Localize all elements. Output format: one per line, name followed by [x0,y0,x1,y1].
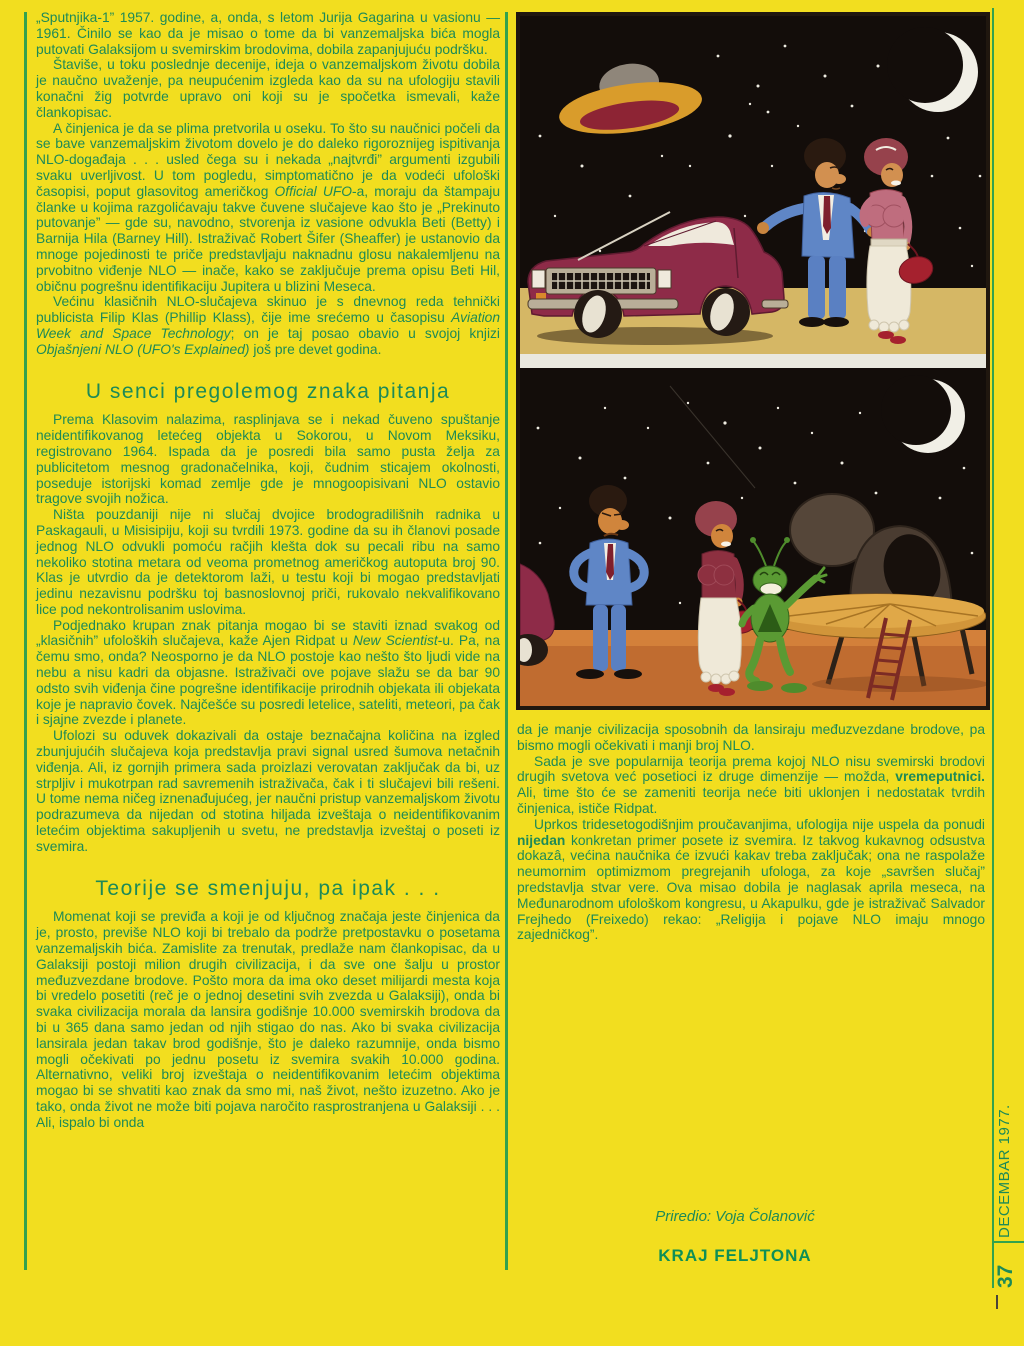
illustration-couple-alien-saucer [520,368,986,706]
left-column-rule [24,12,27,1270]
end-of-feature-mark: KRAJ FELJTONA [658,1246,812,1265]
paragraph: Sada je sve popularnija teorija prema kojoj NLO nisu svemirski brodovi drugih svetova već posetioci iz druge dimenzije — možda, vremeputnici. Ali, time što će se zameniti teorija neće biti uklonjen i nedostatak tvrdih činjenica, ističe Ridpat. [517,753,985,816]
paragraph: Ništa pouzdaniji nije ni slučaj dvojice brodogradilišnih radnika u Paskagauli, u Misisipiju, koji su tvrdili 1973. godine da su ih članovi posade jednog NLO odvukli pomoću račjih klešta dok su pecali ribu na samo nekoliko stotina metara od veoma prometnog američkog autoputa broj 90. Klas je utvrdio da je detektorom laži, u testu koji bi mogao predstavljati jedinu nezavisnu podršku toj basnoslovnoj priči, rukovalo nekvalifikovano lice pod nekontrolisanim uslovima. [36,507,500,617]
paragraph: Momenat koji se previđa a koji je od ključnog značaja jeste činjenica da je, prosto, previše NLO koji bi trebalo da podrže pretpostavku o posetama vanzemaljskih bića. Zamislite za trenutak, predlaže nam člankopisac, da u Galaksiji postoji milion drugih civilizacija, i da sve one šalju u prostor međuzvezdane brodove. Pošto mora da ima oko deset milijardi mesta koja bi vredelo posetiti (reč je o jednoj desetini svih zvezda u Galaksiji), onda bi svaka civilizacija morala da lansira godišnje 10.000 svemirskih brodova da bi u 365 dana samo jedan od njih stigao do nas. Ako bi svaka civilizacija lansirala jedan takav brod godišnje, što je daleko razumnije, onda bismo mogli očekivati po jednu posetu iz svemira svakih 10.000 godina. Alternativno, veliki broj izveštaja o neidentifikovanim letećim objektima mogao bi se shvatiti kao znak da smo mi, naš život, nešto izuzetno. Ako je tako, onda život ne može biti pojava naročito rasprostranjena u Galaksiji . . . Ali, ispalo bi onda [36,909,500,1130]
right-margin-rule [992,8,994,1288]
right-text-column [517,722,985,943]
paragraph: Štaviše, u toku poslednje decenije, ideja o vanzemaljskom životu dobila je naučno uvaženje, pa neupućenim izgleda kao da su na ufologiju stavili konačni žig potvrde upravo oni koji su je spočetka ismevali, kaže člankopisac. [36,57,500,120]
paragraph: Podjednako krupan znak pitanja mogao bi se staviti iznad svakog od „klasičnih” ufoloških slučajeva, kaže Ajen Ridpat u New Scientist-u. Pa, na čemu smo, onda? Neosporno je da NLO postoje kao nešto što ljudi vide na nebu a nisu kadri da objasne. Istraživači ove pojave slažu se da bar 90 odsto svih viđenja čine pogrešne identifikacije prirodnih objekata ili objekata koje je napravio čovek. Najčešće su posredi letelice, sateliti, meteori, pa čak i sjajne zvezde i planete. [36,617,501,728]
illustration-block [516,12,990,710]
section-heading-1: U senci pregolemog znaka pitanja [85,379,451,403]
section-heading-2: Teorije se smenjuju, pa ipak . . . [95,876,441,900]
intro-paragraphs [36,10,500,358]
mid-paragraphs [36,412,500,854]
issue-date-label: DECEMBAR 1977. [996,1104,1013,1238]
print-registration-mark [996,1295,998,1309]
panel-divider [520,354,986,368]
paragraph: Prema Klasovim nalazima, rasplinjava se i nekad čuveno spuštanje neidentifikovanog letećeg objekta u Sokorou, u Novom Meksiku, registrovano 1964. Ispada da je posredi bila samo pusta želja za publicitetom mesnog gradonačelnika, koji, čudnim sticajem okolnosti, poseduje istorijski komad zemlje gde je mnogoopisivani NLO ostavio tragove svojih nožica. [36,412,500,507]
tail-paragraphs [36,909,500,1130]
illustration-couple-car-ufo [520,16,986,354]
paragraph: „Sputnjika-1” 1957. godine, a, onda, s letom Jurija Gagarina u vasionu — 1961. Činilo se kao da je misao o tome da bi vanzemaljska bića mogla putovati Galaksijom u svemirskim brodovima, dobila zapanjujuću podršku. [36,10,500,57]
center-column-rule [505,12,508,1270]
paragraph: da je manje civilizacija sposobnih da lansiraju međuzvezdane brodove, pa bismo mogli očekivati i manji broj NLO. [517,722,985,753]
paragraph: A činjenica je da se plima pretvorila u oseku. To što su naučnici počeli da se bave vanzemaljskim životom dovelo je do daleko rigoroznijeg ispitivanja NLO-događaja . . . usled čega su i nekada „najtvrđi” argumenti izgubili svaku uverljivost. U tom pogledu, simptomatično je da vodeći ufološki časopisi, poput glasovitog američkog Official UFO-a, moraju da štampaju članke u kojima razgolićavaju takve čuvene slučajeve kao što je „Prekinuto putovanje” — gde su, navodno, stvorenja iz vasione odvukla Beti (Betty) i Barnija Hila (Barney Hill). Istraživač Robert Šifer (Sheaffer) je ustanovio da mnoge pojedinosti te priče predstavljaju naknadnu glosu nakalemljenu na prvobitno viđenje NLO — inače, kako se zaključuje prema opisu Beti Hil, običnu pogrešnu identifikaciju Jupitera u blizini Meseca. [36,120,501,294]
paragraph: Uprkos tridesetogodišnjim proučavanjima, ufologija nije uspela da ponudi nijedan konkretan primer posete iz svemira. Iz takvog kukavnog odsustva dokazâ, većina naučnika će izvući kakav treba zaključak; ona ne raspolaže neumornim optimizmom pregrejanih ufologa, za koje „savršen slučaj” predstavlja stvar vere. Ova misao dobila je naglasak aprila meseca, na Međunarodnom ufološkom kongresu, u Akapulku, gde je istraživač Salvador Frejhedo (Freixedo) rekao: „Religija i pojave NLO imaju mnogo zajedničkog”. [517,816,985,943]
page-number: 37 [994,1264,1017,1288]
paragraph: Većinu klasičnih NLO-slučajeva skinuo je s dnevnog reda tehnički publicista Filip Klas (Phillip Klass), čije ime srećemo u časopisu Aviation Week and Space Technology; on je taj posao obavio u svojoj knjizi Objašnjeni NLO (UFO's Explained) još pre devet godina. [36,294,500,357]
credit-line: Priredio: Voja Čolanović [655,1208,815,1225]
left-text-column [36,10,500,1131]
paragraph: Ufolozi su oduvek dokazivali da ostaje beznačajna količina na izgled zbunjujućih slučajeva koja predstavlja pravi signal usred šumova netačnih viđenja. Ali, iz gornjih primera sada proizlazi verovatan zaključak da bi, uz strpljiv i mukotrpan rad savremenih istraživača, čak i ti slučajevi bili rešeni. U tome nema ničeg iznenađujućeg, jer naučni pristup vanzemaljskom životu podrazumeva da nijedan od stotina hiljada izveštaja o neidentifikovanim letećim objektima sakupljenih u svetu, ne predstavlja izveštaj o poseti iz svemira. [36,728,500,854]
